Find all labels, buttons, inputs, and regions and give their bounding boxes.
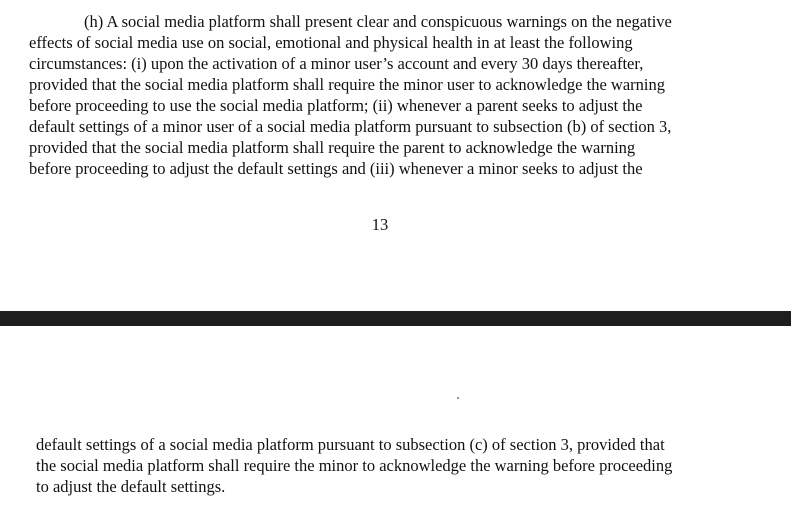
paragraph-line: default settings of a social media platform pursuant to subsection (c) of section 3, provided that bbox=[36, 435, 665, 454]
paragraph-line: (h) A social media platform shall present clear and conspicuous warnings on the negative bbox=[84, 12, 672, 31]
paragraph-line: default settings of a minor user of a social media platform pursuant to subsection (b) of section 3, bbox=[29, 117, 672, 136]
paragraph-line: effects of social media use on social, emotional and physical health in at least the following bbox=[29, 33, 633, 52]
paragraph-line: provided that the social media platform shall require the minor user to acknowledge the warning bbox=[29, 75, 665, 94]
page-break-divider bbox=[0, 311, 791, 326]
paragraph-line: circumstances: (i) upon the activation of a minor user’s account and every 30 days thereafter, bbox=[29, 54, 644, 73]
paragraph-line: provided that the social media platform shall require the parent to acknowledge the warning bbox=[29, 138, 636, 157]
paragraph-line: the social media platform shall require the minor to acknowledge the warning before proceeding bbox=[36, 456, 673, 475]
section-h-paragraph bbox=[29, 11, 789, 179]
paragraph-line: before proceeding to use the social media platform; (ii) whenever a parent seeks to adjust the bbox=[29, 96, 643, 115]
paragraph-line: to adjust the default settings. bbox=[36, 477, 226, 496]
document-page-bottom bbox=[0, 326, 791, 513]
paragraph-line: before proceeding to adjust the default settings and (iii) whenever a minor seeks to adjust the bbox=[29, 159, 643, 178]
page-number: 13 bbox=[371, 215, 389, 234]
scan-speck bbox=[457, 397, 459, 399]
continuation-paragraph bbox=[36, 434, 786, 497]
